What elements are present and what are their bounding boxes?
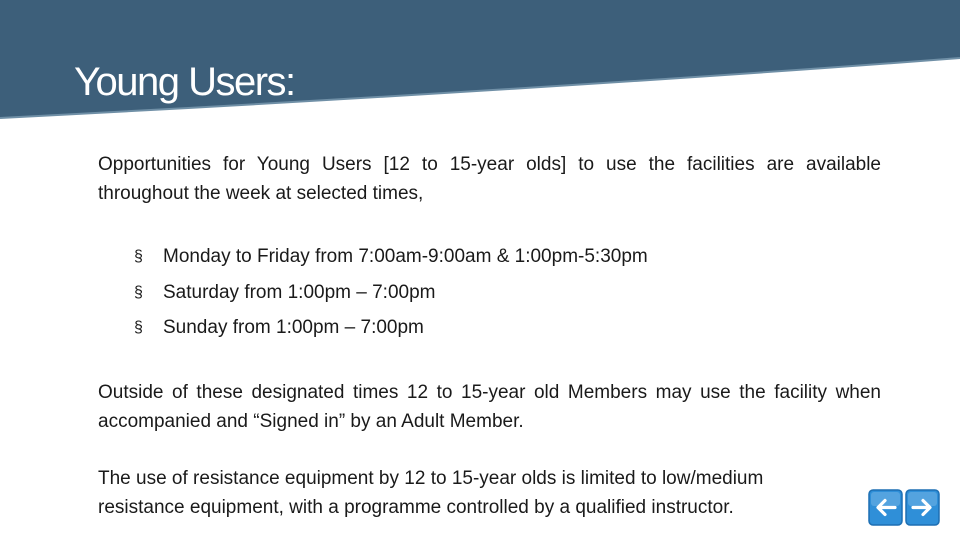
- schedule-item-text: Sunday from 1:00pm – 7:00pm: [163, 317, 424, 338]
- slide-navigation: [868, 489, 940, 526]
- schedule-item-text: Monday to Friday from 7:00am-9:00am & 1:00pm-5:30pm: [163, 246, 648, 267]
- slide-content: [98, 150, 881, 522]
- outside-hours-paragraph: Outside of these designated times 12 to 15-year old Members may use the facility when accompanied and “Signed in” by an Adult Member.: [98, 381, 881, 432]
- schedule-item-sunday: [134, 310, 881, 346]
- schedule-item-text: Saturday from 1:00pm – 7:00pm: [163, 281, 436, 303]
- equipment-line-1: The use of resistance equipment by 12 to 15-year olds is limited to low/medium: [98, 467, 764, 489]
- bullet-marker: §: [134, 319, 143, 336]
- previous-slide-button[interactable]: [868, 489, 903, 526]
- left-arrow-icon: [868, 489, 903, 526]
- bullet-marker: §: [134, 283, 143, 301]
- equipment-line-2: resistance equipment, with a programme controlled by a qualified instructor.: [98, 496, 734, 518]
- slide-title: Young Users:: [74, 60, 295, 104]
- schedule-list: [98, 239, 881, 346]
- equipment-paragraph: [98, 464, 881, 522]
- bullet-marker: §: [134, 248, 143, 265]
- schedule-item-weekdays: [134, 239, 881, 275]
- intro-paragraph: Opportunities for Young Users [12 to 15-year olds] to use the facilities are available throughout the week at selected times,: [98, 154, 881, 204]
- schedule-item-saturday: [134, 275, 881, 311]
- next-slide-button[interactable]: [905, 489, 940, 526]
- right-arrow-icon: [905, 489, 940, 526]
